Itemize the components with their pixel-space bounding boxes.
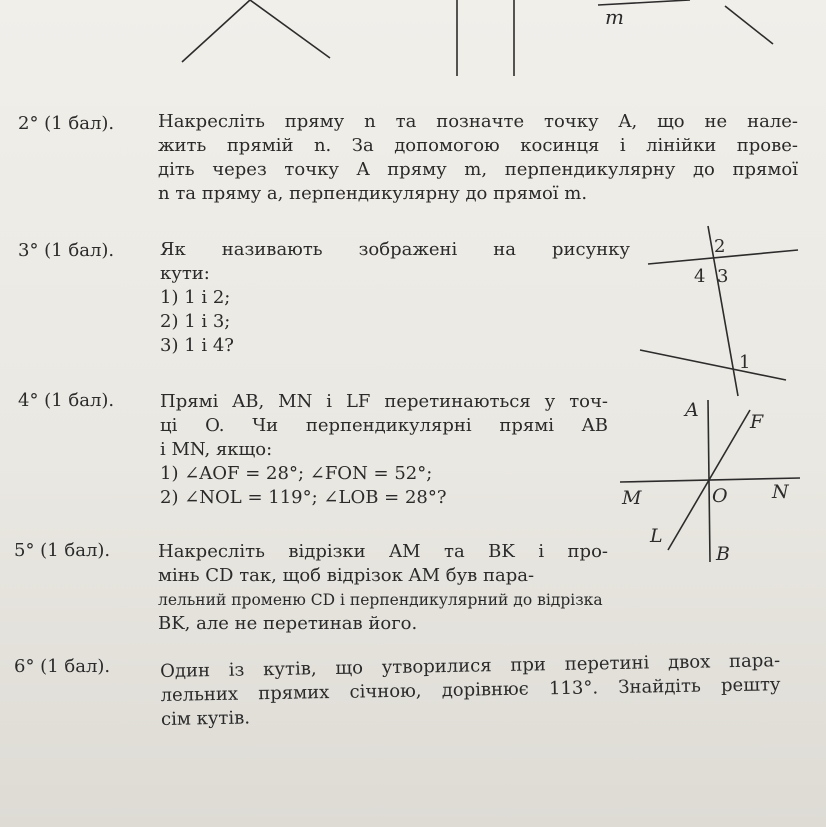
- task-4-number: 4° (1 бал).: [18, 390, 115, 411]
- task-6-line: Один із кутів, що утворилися при перетині двох пара-: [160, 650, 781, 682]
- task-4-option: 1) ∠AOF = 28°; ∠FON = 52°;: [160, 463, 433, 484]
- fig4-label-F: F: [750, 411, 764, 433]
- figure-top: [0, 0, 826, 90]
- fig3-label-2: 2: [714, 236, 726, 257]
- task-3-line: кути:: [160, 263, 210, 284]
- fig4-label-N: N: [772, 481, 789, 503]
- task-3-option: 2) 1 і 3;: [160, 311, 231, 332]
- task-6-text: [160, 649, 781, 732]
- task-4-text: [160, 390, 608, 510]
- task-2-line: жить прямій n. За допомогою косинця і лінійки прове-: [158, 135, 798, 156]
- task-3-option: 1) 1 і 2;: [160, 287, 231, 308]
- top-label-m: m: [605, 5, 624, 29]
- task-5-line: мінь CD так, щоб відрізок AM був пара-: [158, 565, 535, 586]
- figure-task-3: [600, 220, 826, 400]
- fig4-label-B: B: [716, 543, 730, 565]
- fig4-label-L: L: [650, 525, 663, 547]
- task-6-line: лельних прямих січною, дорівнює 113°. Знайдіть решту: [160, 674, 781, 706]
- fig3-line-bottom: [640, 350, 786, 380]
- fig3-label-1: 1: [739, 352, 751, 373]
- fig4-label-A: A: [685, 399, 699, 421]
- task-3-text: [160, 238, 630, 358]
- task-2-line: Накресліть пряму n та позначте точку A, що не нале-: [158, 111, 798, 132]
- task-5-line: Накресліть відрізки AM та BK і про-: [158, 541, 608, 562]
- task-3-line: Як називають зображені на рисунку: [160, 239, 630, 260]
- task-4-line: ці O. Чи перпендикулярні прямі AB: [160, 415, 608, 436]
- task-3-option: 3) 1 і 4?: [160, 335, 234, 356]
- task-2-text: [158, 110, 798, 206]
- fig4-label-O: O: [712, 485, 728, 507]
- task-5-number: 5° (1 бал).: [14, 540, 111, 561]
- task-5-text: [158, 540, 608, 636]
- task-4-option: 2) ∠NOL = 119°; ∠LOB = 28°?: [160, 487, 447, 508]
- top-line-right-2: [725, 6, 773, 44]
- task-2-number: 2° (1 бал).: [18, 113, 115, 134]
- figure-task-4: [600, 390, 826, 580]
- task-3-number: 3° (1 бал).: [18, 240, 115, 261]
- task-2-line: діть через точку A пряму m, перпендикулярну до прямої: [158, 159, 798, 180]
- top-line-left-1: [182, 0, 250, 62]
- task-5-line: BK, але не перетинав його.: [158, 613, 418, 634]
- task-4-line: Прямі AB, MN і LF перетинаються у точ-: [160, 391, 608, 412]
- top-line-left-2: [250, 0, 330, 58]
- task-6-number: 6° (1 бал).: [14, 656, 111, 677]
- fig3-label-3: 3: [717, 266, 729, 287]
- task-5-line: лельний променю CD і перпендикулярний до відрізка: [158, 591, 603, 609]
- fig4-label-M: M: [622, 487, 642, 509]
- task-6-line: сім кутів.: [160, 707, 251, 730]
- task-4-line: і MN, якщо:: [160, 439, 273, 460]
- fig3-label-4: 4: [694, 266, 706, 287]
- task-2-line: n та пряму a, перпендикулярну до прямої m.: [158, 183, 588, 204]
